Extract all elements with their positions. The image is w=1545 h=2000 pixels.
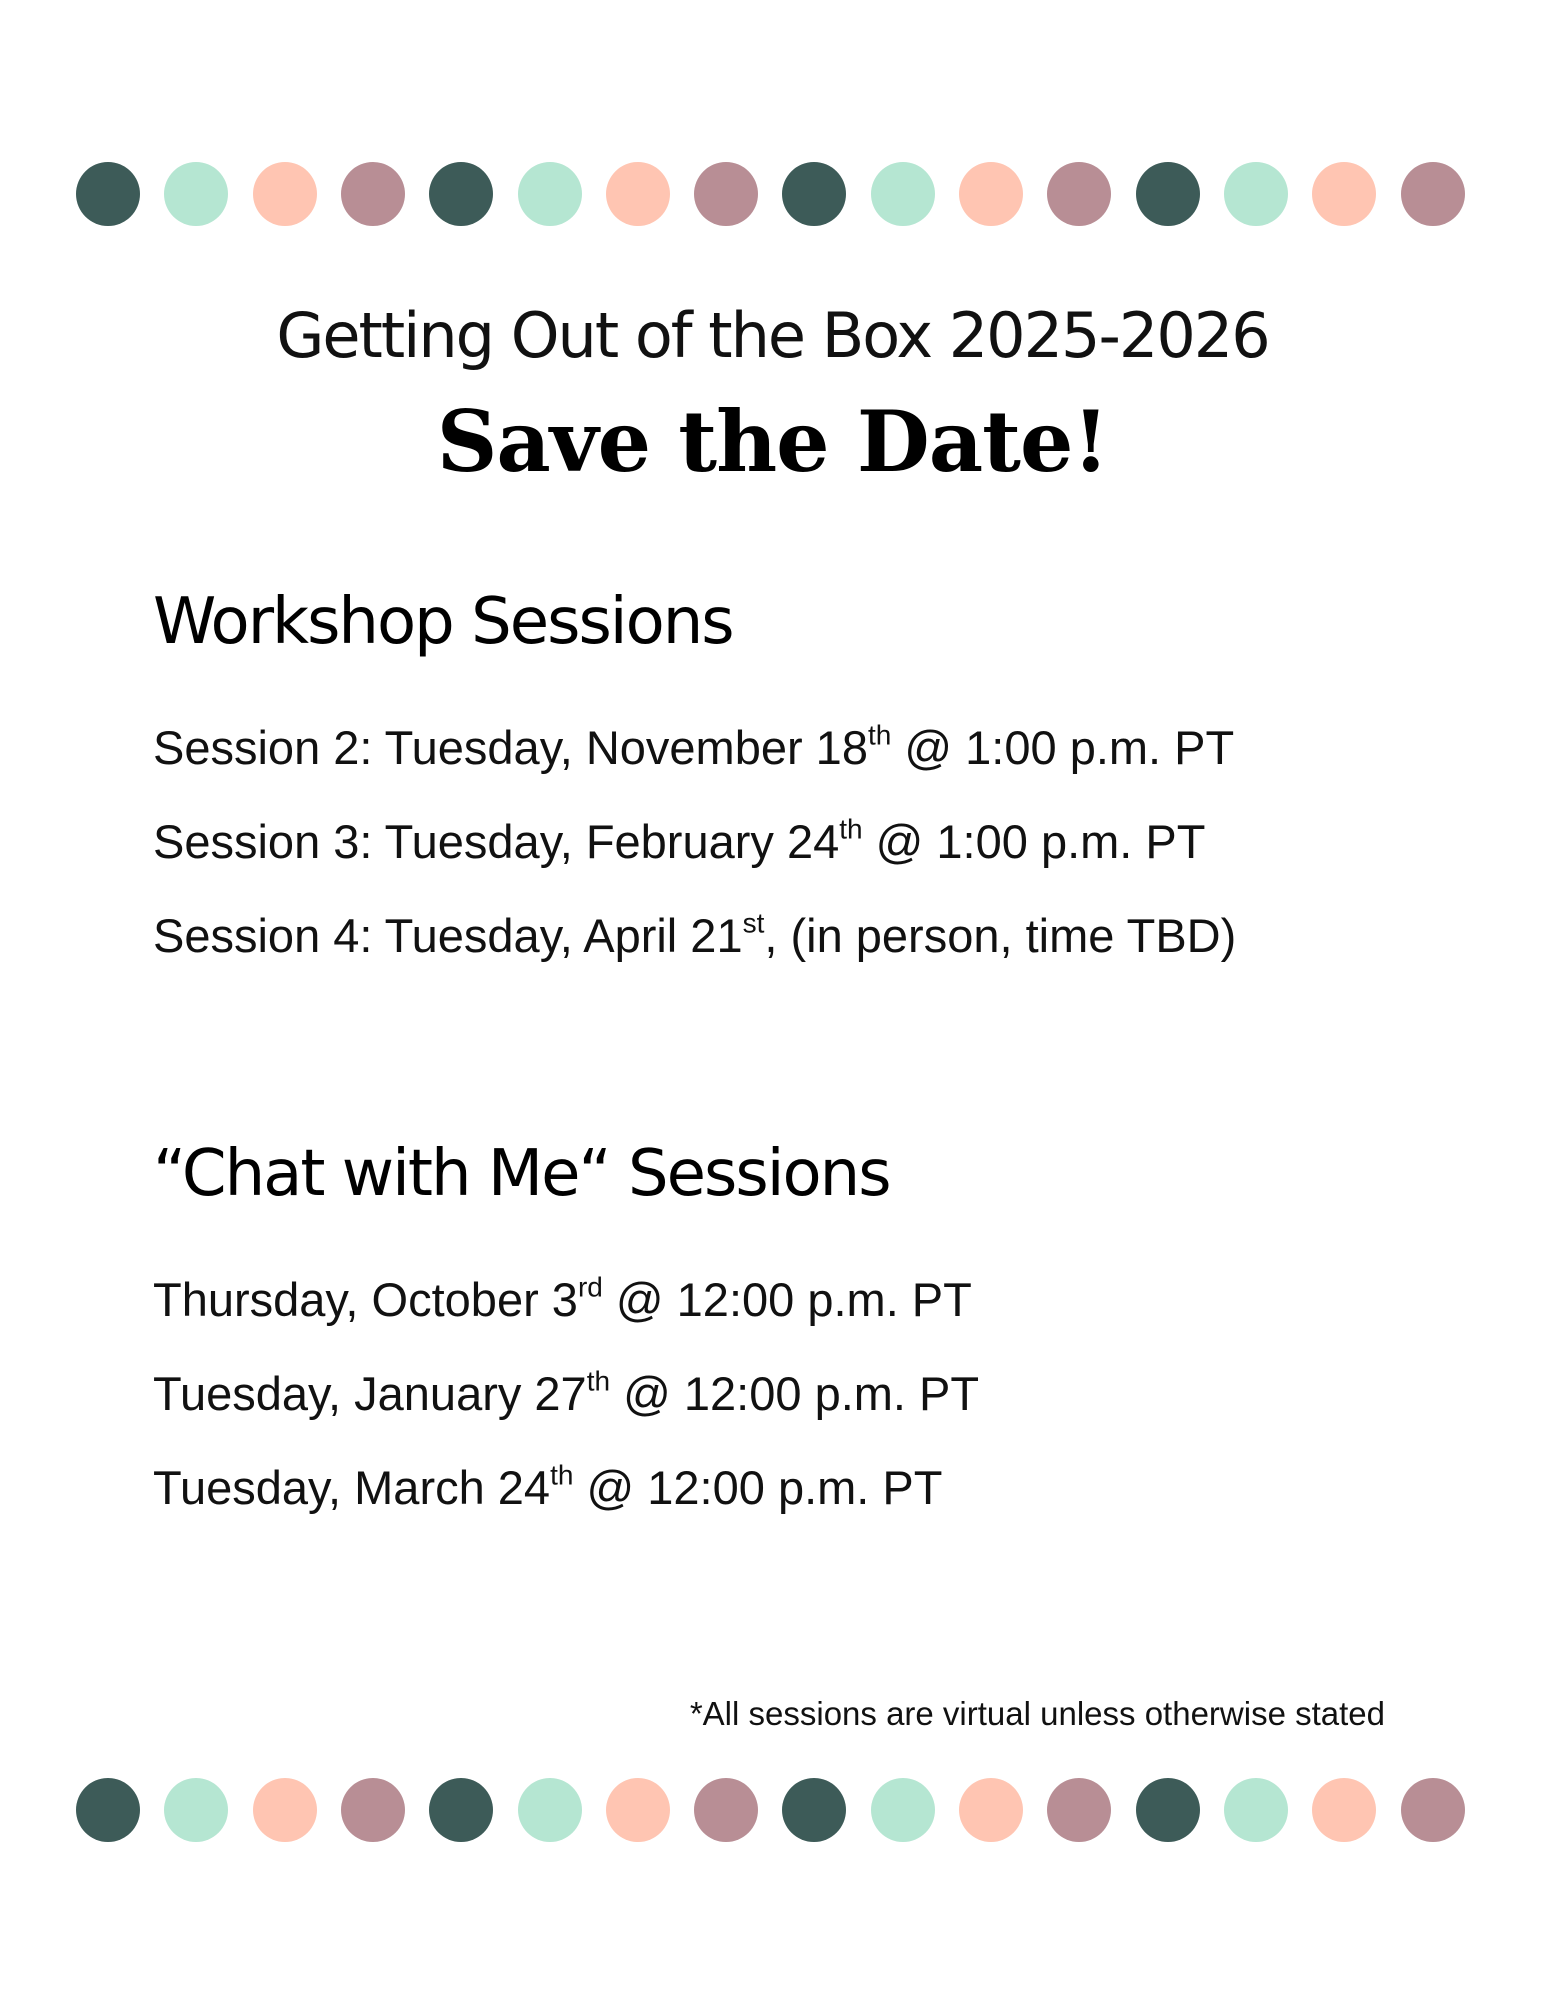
decorative-dot bbox=[253, 1778, 317, 1842]
top-dot-border bbox=[0, 162, 1545, 226]
decorative-dot bbox=[341, 1778, 405, 1842]
decorative-dot bbox=[606, 162, 670, 226]
decorative-dot bbox=[606, 1778, 670, 1842]
bottom-dot-border bbox=[0, 1778, 1545, 1842]
workshop-session-2: Session 2: Tuesday, November 18th @ 1:00 p.m. PT bbox=[153, 719, 1235, 774]
decorative-dot bbox=[76, 1778, 140, 1842]
decorative-dot bbox=[1312, 162, 1376, 226]
decorative-dot bbox=[1136, 162, 1200, 226]
workshop-session-3: Session 3: Tuesday, February 24th @ 1:00 p.m. PT bbox=[153, 813, 1206, 868]
decorative-dot bbox=[164, 162, 228, 226]
decorative-dot bbox=[782, 1778, 846, 1842]
chat-session-2: Tuesday, January 27th @ 12:00 p.m. PT bbox=[153, 1365, 980, 1420]
decorative-dot bbox=[871, 1778, 935, 1842]
decorative-dot bbox=[1224, 1778, 1288, 1842]
decorative-dot bbox=[1047, 162, 1111, 226]
decorative-dot bbox=[1401, 162, 1465, 226]
decorative-dot bbox=[694, 1778, 758, 1842]
decorative-dot bbox=[959, 162, 1023, 226]
decorative-dot bbox=[76, 162, 140, 226]
chat-session-1: Thursday, October 3rd @ 12:00 p.m. PT bbox=[153, 1271, 972, 1326]
decorative-dot bbox=[1047, 1778, 1111, 1842]
decorative-dot bbox=[782, 162, 846, 226]
decorative-dot bbox=[1312, 1778, 1376, 1842]
decorative-dot bbox=[164, 1778, 228, 1842]
decorative-dot bbox=[341, 162, 405, 226]
decorative-dot bbox=[1401, 1778, 1465, 1842]
workshop-session-4: Session 4: Tuesday, April 21st, (in person, time TBD) bbox=[153, 907, 1237, 962]
decorative-dot bbox=[518, 1778, 582, 1842]
decorative-dot bbox=[694, 162, 758, 226]
page-title: Save the Date! bbox=[436, 392, 1109, 491]
virtual-sessions-footnote: *All sessions are virtual unless otherwise stated bbox=[689, 1695, 1385, 1732]
chat-sessions-heading: “Chat with Me“ Sessions bbox=[153, 1137, 890, 1211]
decorative-dot bbox=[429, 1778, 493, 1842]
decorative-dot bbox=[871, 162, 935, 226]
decorative-dot bbox=[253, 162, 317, 226]
decorative-dot bbox=[429, 162, 493, 226]
chat-session-3: Tuesday, March 24th @ 12:00 p.m. PT bbox=[153, 1459, 943, 1514]
event-subtitle: Getting Out of the Box 2025-2026 bbox=[276, 299, 1269, 372]
decorative-dot bbox=[959, 1778, 1023, 1842]
workshop-sessions-heading: Workshop Sessions bbox=[153, 585, 733, 659]
decorative-dot bbox=[1136, 1778, 1200, 1842]
decorative-dot bbox=[518, 162, 582, 226]
decorative-dot bbox=[1224, 162, 1288, 226]
